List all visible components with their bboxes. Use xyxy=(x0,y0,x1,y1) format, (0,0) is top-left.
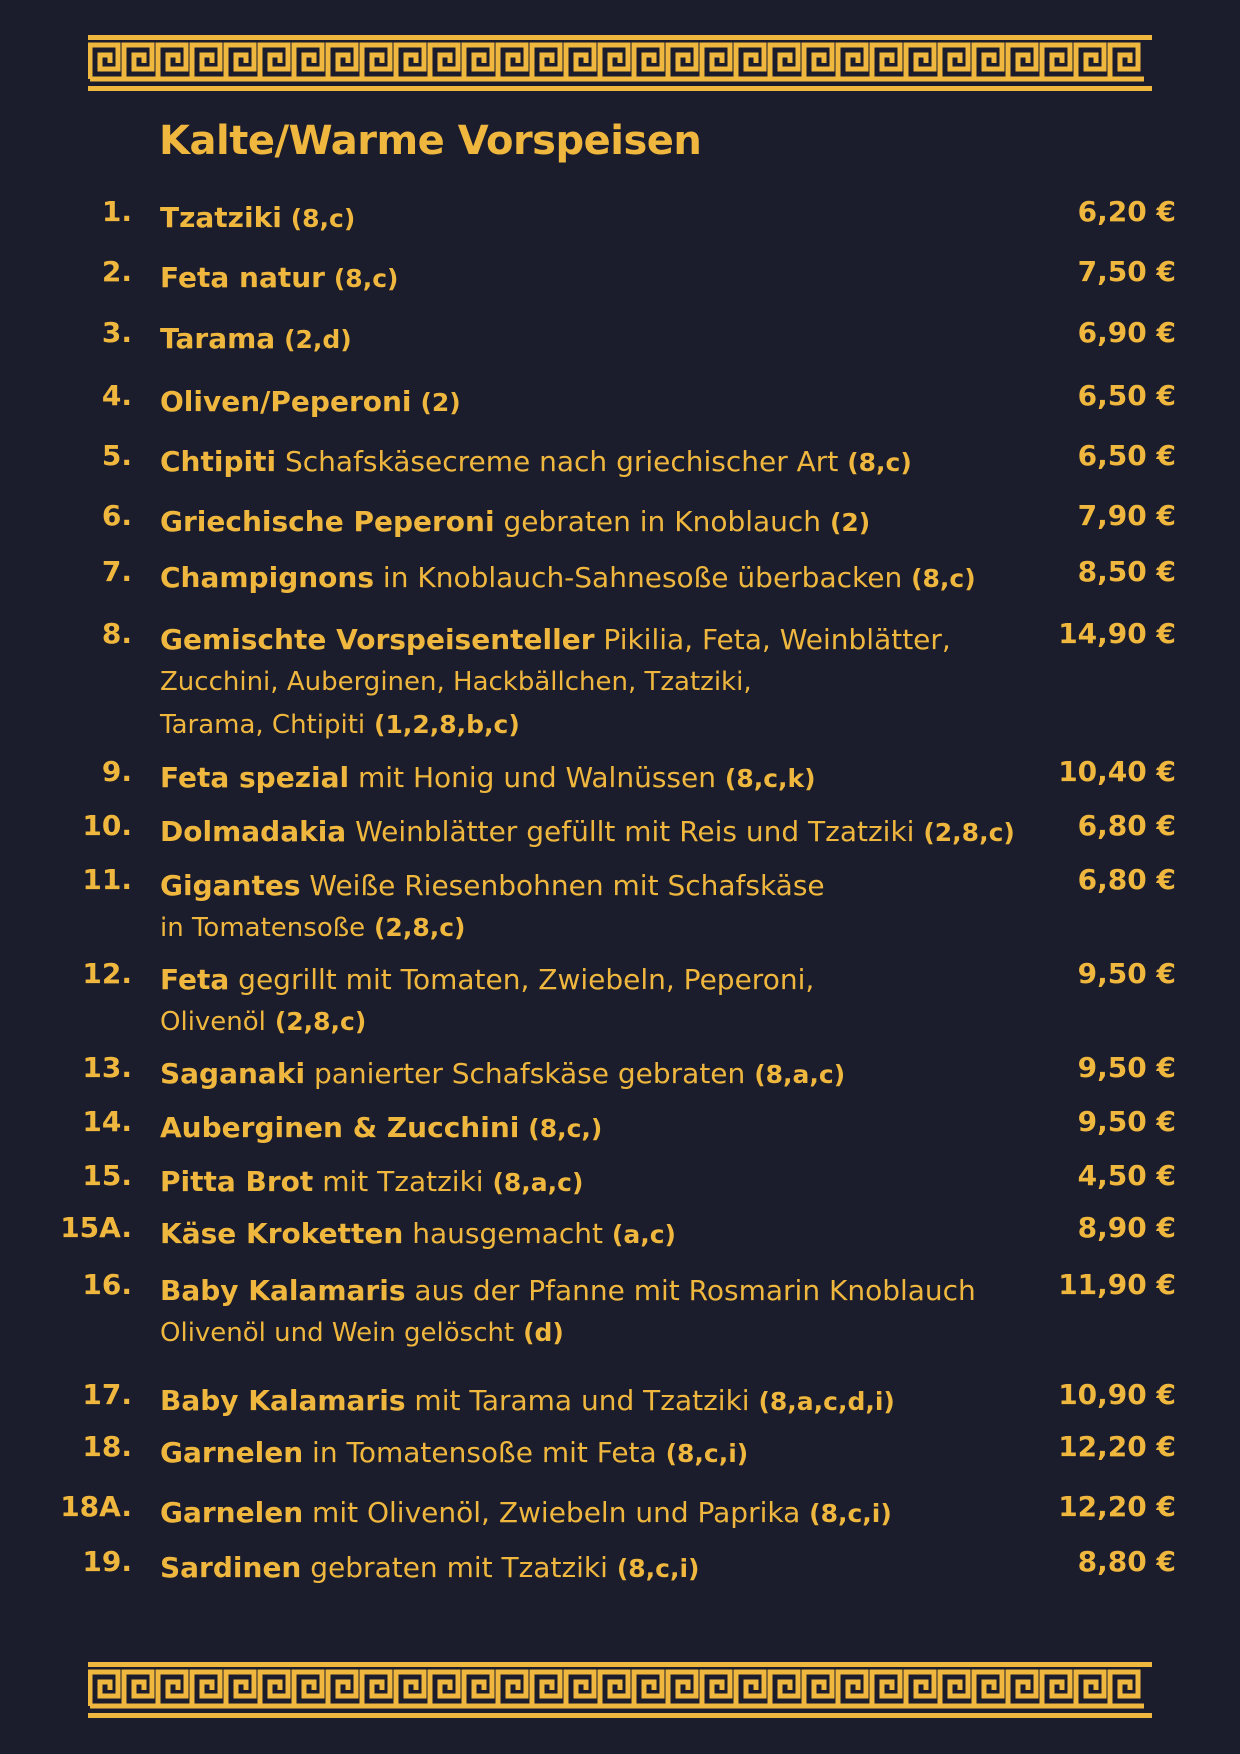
dish-name: Garnelen xyxy=(160,1436,304,1469)
allergen-codes: (8,c,k) xyxy=(724,764,816,793)
item-text xyxy=(160,959,1060,1043)
meander-unit xyxy=(1008,45,1036,79)
allergen-codes: (8,a,c,d,i) xyxy=(758,1387,895,1416)
meander-unit xyxy=(940,1672,968,1706)
meander-unit xyxy=(600,1672,628,1706)
meander-unit xyxy=(226,1672,254,1706)
meander-unit xyxy=(192,45,220,79)
item-text xyxy=(160,1213,1060,1255)
dish-name: Oliven/Peperoni xyxy=(160,385,412,418)
meander-unit xyxy=(464,1672,492,1706)
meander-unit xyxy=(1042,1672,1070,1706)
dish-description: mit Tarama und Tzatziki xyxy=(414,1384,750,1417)
item-text xyxy=(160,1432,1060,1474)
item-text xyxy=(160,197,1060,239)
dish-name: Feta natur xyxy=(160,261,325,294)
dish-name: Champignons xyxy=(160,561,375,594)
item-price: 7,50 € xyxy=(1077,255,1176,288)
item-price: 7,90 € xyxy=(1077,499,1176,532)
dish-description-line: in Tomatensoße xyxy=(160,913,366,943)
meander-unit xyxy=(804,1672,832,1706)
item-number: 18A. xyxy=(60,1490,132,1523)
dish-description: Schafskäsecreme nach griechischer Art xyxy=(285,445,839,478)
meander-unit xyxy=(634,45,662,79)
meander-unit xyxy=(736,45,764,79)
item-text xyxy=(160,1107,1060,1149)
dish-name: Feta spezial xyxy=(160,761,350,794)
dish-description: in Knoblauch-Sahnesoße überbacken xyxy=(382,561,903,594)
dish-name: Baby Kalamaris xyxy=(160,1274,406,1307)
dish-description: Weiße Riesenbohnen mit Schafskäse xyxy=(309,869,825,902)
item-price: 14,90 € xyxy=(1058,617,1176,650)
meander-unit xyxy=(124,45,152,79)
dish-description: hausgemacht xyxy=(412,1217,603,1250)
dish-name: Dolmadakia xyxy=(160,815,347,848)
item-price: 6,90 € xyxy=(1077,316,1176,349)
meander-unit xyxy=(838,45,866,79)
border-line-bottom xyxy=(88,86,1152,91)
meander-unit xyxy=(294,45,322,79)
item-price: 9,50 € xyxy=(1077,1051,1176,1084)
meander-unit xyxy=(532,45,560,79)
item-number: 15. xyxy=(82,1159,132,1192)
dish-name: Griechische Peperoni xyxy=(160,505,495,538)
item-price: 8,90 € xyxy=(1077,1211,1176,1244)
dish-description-line: Zucchini, Auberginen, Hackbällchen, Tzatziki, xyxy=(160,667,752,697)
item-text xyxy=(160,1161,1060,1203)
dish-name: Pitta Brot xyxy=(160,1165,314,1198)
dish-name: Tzatziki xyxy=(160,201,282,234)
meander-unit xyxy=(566,1672,594,1706)
dish-name: Baby Kalamaris xyxy=(160,1384,406,1417)
allergen-codes: (8,c) xyxy=(333,264,399,293)
meander-unit xyxy=(260,45,288,79)
allergen-codes: (2) xyxy=(420,388,461,417)
item-text xyxy=(160,1053,1060,1095)
item-number: 5. xyxy=(101,439,132,472)
item-text xyxy=(160,811,1060,853)
item-price: 9,50 € xyxy=(1077,1105,1176,1138)
meander-unit xyxy=(396,45,424,79)
allergen-codes: (8,c,i) xyxy=(809,1499,892,1528)
allergen-codes: (2,d) xyxy=(284,325,352,354)
item-number: 9. xyxy=(101,755,132,788)
item-price: 10,90 € xyxy=(1058,1378,1176,1411)
allergen-codes: (2) xyxy=(829,508,871,537)
meander-unit xyxy=(226,45,254,79)
meander-unit xyxy=(192,1672,220,1706)
item-number: 11. xyxy=(82,863,132,896)
dish-name: Chtipiti xyxy=(160,445,277,478)
item-text xyxy=(160,318,1060,360)
dish-description: in Tomatensoße mit Feta xyxy=(312,1436,657,1469)
meander-unit xyxy=(566,45,594,79)
border-line-top xyxy=(88,1662,1152,1667)
item-price: 6,80 € xyxy=(1077,863,1176,896)
meander-unit xyxy=(430,45,458,79)
meander-unit xyxy=(158,45,186,79)
item-price: 8,80 € xyxy=(1077,1545,1176,1578)
meander-unit xyxy=(974,45,1002,79)
meander-unit xyxy=(770,45,798,79)
dish-description: mit Olivenöl, Zwiebeln und Paprika xyxy=(312,1496,801,1529)
item-price: 8,50 € xyxy=(1077,555,1176,588)
allergen-codes: (8,c,i) xyxy=(665,1439,749,1468)
allergen-codes: (8,c) xyxy=(911,564,976,593)
item-number: 16. xyxy=(82,1268,132,1301)
meander-unit xyxy=(90,1672,118,1706)
item-price: 12,20 € xyxy=(1058,1490,1176,1523)
item-text xyxy=(160,501,1060,543)
meander-unit xyxy=(872,1672,900,1706)
meander-unit xyxy=(498,1672,526,1706)
meander-unit xyxy=(940,45,968,79)
dish-name: Käse Kroketten xyxy=(160,1217,404,1250)
meander-unit xyxy=(1110,45,1138,79)
dish-description: aus der Pfanne mit Rosmarin Knoblauch xyxy=(414,1274,976,1307)
meander-unit xyxy=(328,45,356,79)
item-number: 14. xyxy=(82,1105,132,1138)
meander-unit xyxy=(634,1672,662,1706)
meander-unit xyxy=(736,1672,764,1706)
meander-unit xyxy=(396,1672,424,1706)
item-price: 4,50 € xyxy=(1077,1159,1176,1192)
item-text xyxy=(160,619,1060,746)
dish-description: gebraten in Knoblauch xyxy=(503,505,822,538)
greek-key-border-top xyxy=(88,35,1152,91)
item-text xyxy=(160,1380,1060,1422)
item-text xyxy=(160,757,1060,799)
meander-unit xyxy=(804,45,832,79)
allergen-codes: (8,c,) xyxy=(528,1114,603,1143)
item-text xyxy=(160,557,1060,599)
dish-name: Gigantes xyxy=(160,869,301,902)
item-text xyxy=(160,257,1060,299)
item-number: 13. xyxy=(82,1051,132,1084)
meander-unit xyxy=(906,45,934,79)
item-price: 10,40 € xyxy=(1058,755,1176,788)
meander-unit xyxy=(770,1672,798,1706)
meander-unit xyxy=(158,1672,186,1706)
dish-description-line: Tarama, Chtipiti xyxy=(160,710,366,740)
dish-description: Pikilia, Feta, Weinblätter, xyxy=(603,623,951,656)
item-price: 9,50 € xyxy=(1077,957,1176,990)
allergen-codes: (d) xyxy=(523,1318,564,1347)
dish-description-line: Olivenöl und Wein gelöscht xyxy=(160,1318,515,1348)
dish-name: Auberginen & Zucchini xyxy=(160,1111,520,1144)
meander-unit xyxy=(498,45,526,79)
meander-unit xyxy=(1076,1672,1104,1706)
meander-unit xyxy=(1076,45,1104,79)
item-number: 17. xyxy=(82,1378,132,1411)
item-price: 6,50 € xyxy=(1077,379,1176,412)
dish-name: Sardinen xyxy=(160,1551,302,1584)
meander-unit xyxy=(124,1672,152,1706)
meander-unit xyxy=(702,1672,730,1706)
item-number: 2. xyxy=(101,255,132,288)
item-text xyxy=(160,1492,1060,1534)
meander-unit xyxy=(430,1672,458,1706)
item-number: 3. xyxy=(101,316,132,349)
allergen-codes: (8,c,i) xyxy=(616,1554,700,1583)
dish-name: Tarama xyxy=(160,322,276,355)
item-price: 6,80 € xyxy=(1077,809,1176,842)
item-price: 12,20 € xyxy=(1058,1430,1176,1463)
item-price: 6,20 € xyxy=(1077,195,1176,228)
item-number: 8. xyxy=(101,617,132,650)
greek-key-border-bottom xyxy=(88,1662,1152,1718)
meander-unit xyxy=(600,45,628,79)
dish-description: mit Tzatziki xyxy=(322,1165,484,1198)
item-price: 6,50 € xyxy=(1077,439,1176,472)
item-number: 19. xyxy=(82,1545,132,1578)
meander-unit xyxy=(974,1672,1002,1706)
meander-unit xyxy=(260,1672,288,1706)
item-text xyxy=(160,865,1060,949)
section-title: Kalte/Warme Vorspeisen xyxy=(159,118,702,164)
allergen-codes: (8,a,c) xyxy=(492,1168,584,1197)
meander-unit xyxy=(838,1672,866,1706)
dish-description-line: Olivenöl xyxy=(160,1007,266,1037)
meander-unit xyxy=(328,1672,356,1706)
allergen-codes: (8,c) xyxy=(290,204,356,233)
item-number: 10. xyxy=(82,809,132,842)
meander-unit xyxy=(294,1672,322,1706)
item-price: 11,90 € xyxy=(1058,1268,1176,1301)
allergen-codes: (2,8,c) xyxy=(274,1007,367,1036)
meander-unit xyxy=(1110,1672,1138,1706)
meander-unit xyxy=(532,1672,560,1706)
meander-unit xyxy=(1042,45,1070,79)
item-number: 18. xyxy=(82,1430,132,1463)
allergen-codes: (2,8,c) xyxy=(374,913,466,942)
meander-unit xyxy=(668,1672,696,1706)
meander-unit xyxy=(702,45,730,79)
dish-description: panierter Schafskäse gebraten xyxy=(313,1057,746,1090)
border-line-bottom xyxy=(88,1713,1152,1718)
item-text xyxy=(160,441,1060,483)
allergen-codes: (8,a,c) xyxy=(754,1060,846,1089)
border-line-top xyxy=(88,35,1152,40)
dish-description: Weinblätter gefüllt mit Reis und Tzatziki xyxy=(355,815,915,848)
dish-description: gegrillt mit Tomaten, Zwiebeln, Peperoni, xyxy=(238,963,815,996)
allergen-codes: (1,2,8,b,c) xyxy=(374,710,520,739)
item-number: 7. xyxy=(101,555,132,588)
meander-unit xyxy=(668,45,696,79)
item-number: 15A. xyxy=(60,1211,132,1244)
allergen-codes: (a,c) xyxy=(611,1220,676,1249)
dish-description: mit Honig und Walnüssen xyxy=(358,761,716,794)
allergen-codes: (2,8,c) xyxy=(923,818,1015,847)
dish-name: Saganaki xyxy=(160,1057,306,1090)
item-number: 4. xyxy=(101,379,132,412)
item-text xyxy=(160,1547,1060,1589)
meander-unit xyxy=(1008,1672,1036,1706)
meander-unit xyxy=(872,45,900,79)
meander-unit xyxy=(362,45,390,79)
meander-unit xyxy=(90,45,118,79)
item-text xyxy=(160,1270,1060,1354)
item-number: 6. xyxy=(101,499,132,532)
item-number: 1. xyxy=(101,195,132,228)
item-text xyxy=(160,381,1060,423)
item-number: 12. xyxy=(82,957,132,990)
meander-unit xyxy=(464,45,492,79)
allergen-codes: (8,c) xyxy=(847,448,912,477)
dish-description: gebraten mit Tzatziki xyxy=(310,1551,608,1584)
dish-name: Gemischte Vorspeisenteller xyxy=(160,623,595,656)
dish-name: Feta xyxy=(160,963,230,996)
dish-name: Garnelen xyxy=(160,1496,304,1529)
meander-unit xyxy=(362,1672,390,1706)
meander-unit xyxy=(906,1672,934,1706)
